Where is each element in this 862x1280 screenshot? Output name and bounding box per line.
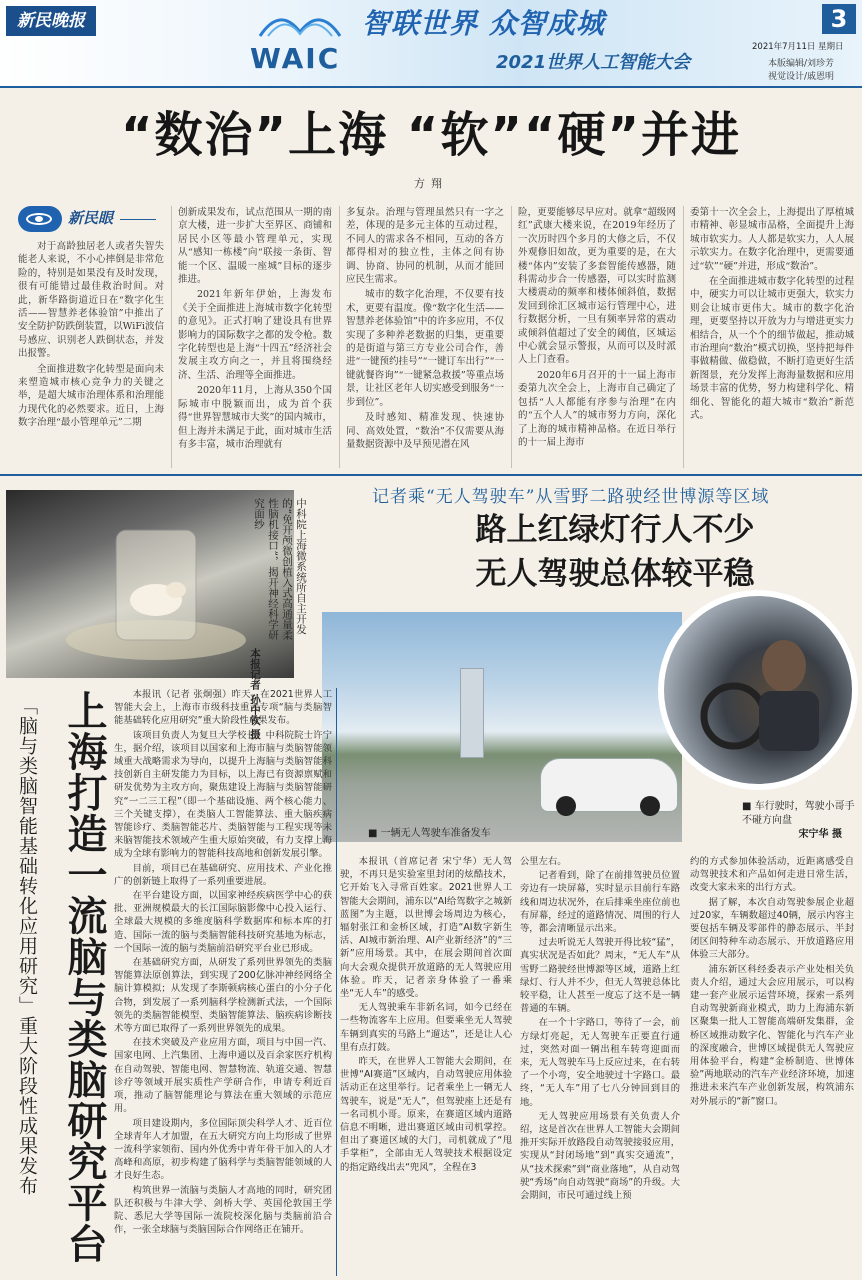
lead-headline: “数治”上海 “软”“硬”并进 [121, 107, 741, 163]
column-divider [171, 206, 172, 468]
driver-cabin-photo [658, 590, 858, 790]
badge-divider [120, 219, 156, 220]
paragraph: 本报讯（记者 张炯强）昨天，在2021世界人工智能大会上，上海市市级科技重大专项“脑与类脑智能基础转化应用研究”重大阶段性成果发布。 [114, 689, 332, 727]
street-photo-caption: ■ 一辆无人驾驶车准备发车 [368, 828, 491, 839]
newspaper-masthead: 新民晚报 [6, 6, 96, 36]
paragraph: 目前，项目已在基础研究、应用技术、产业化推广的创新链上取得了一系列重要进展。 [114, 862, 332, 887]
paragraph: 多复杂。治理与管理虽然只有一字之差，体现的是多元主体的互动过程，不同人的需求各不相同，互动的各方都得相对的独立性，主体之间有协调、协商、协同的机制，从而才能回应民生需求。 [346, 207, 504, 286]
editor-credits [768, 58, 834, 84]
lead-column-3 [346, 206, 504, 453]
lead-column-5 [690, 206, 854, 425]
lead-column-4 [518, 206, 676, 451]
designer-line: 视觉设计/戚恩明 [768, 72, 835, 82]
paragraph: 2020年11月，上海从350个国际城市中脱颖而出，成为首个获得“世界智慧城市大奖”的国内城市，但上海并未满足于此，面对城市生活有多丰富，城市治理就有 [178, 385, 332, 450]
paragraph: 2021年新年伊始，上海发布《关于全面推进上海城市数字化转型的意见》。正式打响了建设具有世界影响力的国际数字之都的发令枪。数字化转型也是上海“十四五”经济社会发展主攻方向之一，并且将围绕经济、生活、治理等全面推进。 [178, 289, 332, 381]
lead-column-1 [18, 240, 164, 432]
page-number: 3 [822, 4, 856, 34]
column-divider [339, 206, 340, 468]
wheel-icon [640, 796, 660, 816]
headline-line: 无人驾驶总体较平稳 [475, 556, 755, 592]
lead-column-2 [178, 206, 332, 453]
paragraph: 浦东新区科经委表示产业处相关负责人介绍，通过大会应用展示，可以构建一套产业展示运营环境，探索一系列自动驾驶新商业模式，助力上海浦东新区聚集一批人工智能高端研发集群，金桥区域推动数字化、智能化与汽车产业的深度融合，世博区域提供无人驾驶应用体验平台，构建“金桥制造、世博体验”两地联动的汽车产业经济环境，加速推进未来汽车产业创新发展，构筑浦东对外展示的“新”窗口。 [690, 963, 854, 1107]
autodrive-column-2 [520, 855, 680, 1203]
brain-headline-text: 上海打造一流脑与类脑研究平台 [61, 690, 107, 1264]
waic-logo-icon [250, 2, 350, 42]
paragraph: 构筑世界一流脑与类脑人才高地的同时，研究团队还积极与牛津大学、剑桥大学、英国伦敦国王学院、悉尼大学等国际一流院校深化脑与类脑前沿合作，一张全球脑与类脑国际合作网络正在铺开。 [114, 1184, 332, 1236]
waic-logo-text: WAIC [250, 42, 341, 75]
brain-subheadline [14, 696, 48, 1256]
rat-caption-text: 中科院上海微系统所自主开发的“免开颅微创植入式高通量柔性脑机接口”，揭开神经科学研究面纱 [253, 498, 307, 640]
paragraph: 无人驾驶应用场景有关负责人介绍，这是首次在世界人工智能大会期间推开实际开放路段自动驾驶接驳应用，实现从“封闭场地”到“真实交通流”，从“技术探索”到“商业落地”，从自动驾驶“秀场”向自动驾驶“商场”的升级。大会期间，市民可通过线上预 [520, 1110, 680, 1202]
paragraph: 过去听说无人驾驶开得比较“猛”，真实状况是否如此？周末，“无人车”从雪野二路驶经世博源等区域，道路上红绿灯、行人并不少，但无人驾驶总体比较平稳，让人甚至一度忘了这不是一辆普通的车辆。 [520, 937, 680, 1015]
paragraph: 委第十一次全会上，上海提出了厚植城市精神、彰显城市品格，全面提升上海城市软实力。人人都是软实力，人人展示软实力。在数字化治理中，更需要通过“软”“硬”并进，形成“数治”。 [690, 207, 854, 272]
paragraph: 记者看到，除了在前排驾驶员位置旁边有一块屏幕，实时显示目前行车路线和周边状况外，在后排乘坐座位前也有屏幕，经过的道路情况、周围的行人等，都会清晰显示出来。 [520, 870, 680, 935]
paragraph: 项目建设期内，多位国际顶尖科学人才、近百位全球青年人才加盟，在五大研究方向上均形成了世界一流科学家领衔、国内外优秀中青年骨干加入的人才高峰和高原，初步构建了脑科学与类脑智能领域的人才良好生态。 [114, 1117, 332, 1182]
autodrive-column-3 [690, 855, 854, 1109]
paragraph: 在平台建设方面，以国家神经疾病医学中心的获批、亚洲规模最大的长江国际脑影像中心投入运行、全球最大规模的多维度脑科学数据库和标本库的打造、国际一流的脑与类脑智能科技研究基地为标志，一个国际一流的脑与类脑前沿研究平台业已形成。 [114, 890, 332, 954]
headline-line: 路上红绿灯行人不少 [475, 512, 755, 548]
conference-name: 2021世界人工智能大会 [496, 52, 691, 73]
section-divider-vertical [336, 688, 337, 1276]
cabin-photographer: 宋宁华 摄 [798, 829, 842, 840]
steering-wheel-icon [664, 596, 852, 784]
paragraph: 险，更要能够尽早应对。就拿“超级网红”武康大楼来说，在2019年经历了一次历时四个多月的大修之后，不仅外观修旧如故，更为重要的是，在大楼“体内”安装了多套智能传感器，随科需动步合一传感器，可以实时监测大楼震动的频率和楼体倾斜值，数据发回到徐汇区城市运行管理中心，进行数据分析，一旦有频率异常的震动或倾斜值超过了安全的阈值，区城运中心就会显示警报，从而可以及时派人上门查看。 [518, 207, 676, 366]
cabin-photo-caption [742, 800, 862, 842]
cabin-caption-text: ■ 车行驶时，驾驶小哥手不碰方向盘 [742, 801, 855, 826]
brain-headline [56, 690, 116, 1274]
paragraph: 在技术突破及产业应用方面，项目与中国一汽、国家电网、上汽集团、上海申通以及百余家医疗机构在自动驾驶、智能电网、智慧物流、轨道交通、智慧诊疗等领域开展实质性产学研合作，申请专利近百项，推动了脑智能理论与算法在重大领域的示范应用。 [114, 1037, 332, 1115]
column-divider [511, 206, 512, 468]
paragraph: 全面推进数字化转型是面向未来塑造城市核心竞争力的关键之举，是超大城市治理体系和治理能力现代化的必然要求。近日，上海数字治理“最小管理单元”二期 [18, 363, 164, 429]
autodrive-kicker: 记者乘“无人驾驶车”从雪野二路驶经世博源等区域 [372, 487, 770, 507]
column-divider [683, 206, 684, 468]
lead-byline: 方翔 [414, 177, 448, 190]
rat-photo-caption [248, 498, 308, 740]
paragraph: 在全面推进城市数字化转型的过程中，硬实力可以让城市更强大，软实力则会让城市更伟大。城市的数字化治理，更要坚持以开放为力与增进更实力相结合，从一个个的细节做起，推动城市治理向“数治”模式切换，坚持把每件事做精做、做稳做，不断打造更好生活新图景，充分发挥上海海量数据和应用场景丰富的优势，努力构建科学化、精细化、智能化的超大城市“数治”新范式。 [690, 276, 854, 422]
rat-photographer: 本报记者 孙中钦 摄 [249, 648, 261, 740]
paragraph: 对于高龄独居老人或者失智失能老人来说，不小心摔倒是非常危险的，特别是如果没有及时发现，很有可能错过最佳救治时间。对此，新华路街道近日在“数字化生活——智慧养老体验馆”中推出了安全防护防跌倒装置，以WiFi波信号感应、识别老人跌倒状态，并发出报警。 [18, 241, 164, 360]
paragraph: 约的方式参加体验活动，近距离感受自动驾驶技术和产品如何走进日常生活，改变大家未来的出行方式。 [690, 856, 854, 894]
brain-subheadline-text: 「脑与类脑智能基础转化应用研究」重大阶段性成果发布 [16, 696, 38, 1196]
paragraph: 无人驾驶乘车非新名词，如今已经在一些物流客车上应用。但要乘坐无人驾驶车辆到真实的马路上“遛达”，还是让人心里有点打鼓。 [340, 1002, 512, 1053]
paragraph: 城市的数字化治理，不仅要有技术，更要有温度。像“数字化生活——智慧养老体验馆”中的许多应用，不仅实现了多种养老数据的归集，更重要的是街道与第三方专业公司合作，善进“一键预约挂号”“一键订车出行”“一键就餐咨询”“一键紧急救援”等重点场景，让社区老年人切实感受到服务“一步到位”。 [346, 289, 504, 408]
brain-article-body [114, 688, 332, 1237]
paragraph: 在基础研究方面，从研发了系列世界领先的类脑智能算法原创算法，到实现了200亿脉冲神经网络全脑计算模拟；从发现了李斯顿病核心蛋白的小分子化合物，到发展了一系列脑科学检测新式法，一个国际领先的类脑智能模型、类脑智能算法、脑疾病诊断技术等方面已取得了一系列世界领先的成果。 [114, 957, 332, 1035]
building-shape [460, 668, 484, 758]
section-divider [0, 474, 862, 476]
issue-date: 2021年7月11日 星期日 [752, 42, 844, 52]
eye-pupil-icon [35, 216, 43, 222]
column-badge: 新民眼 [68, 209, 114, 227]
paragraph: 昨天，在世界人工智能大会期间，在世博“AI赛道”区域内，自动驾驶应用体验活动正在这里举行。记者乘坐上一辆无人驾驶车，说是“无人”，但驾驶座上还是有一名司机小哥。原来，在赛道区域内道路信息不明晰，进出赛道区域由司机掌控。但出了赛道区域的大门，司机就成了“甩手掌柜”，全部由无人驾驶技术根据设定的指定路线出去“兜风”，全程在3 [340, 1056, 512, 1173]
autodrive-headline [370, 508, 860, 596]
wheel-icon [556, 796, 576, 816]
paragraph: 据了解，本次自动驾驶参展企业超过20家，车辆数超过40辆，展示内容主要包括车辆及零部件的静态展示、半封闭区间特种车动态展示、开放道路应用体验三大部分。 [690, 896, 854, 961]
conference-slogan: 智联世界 众智成城 [362, 7, 605, 40]
paragraph: 创新成果发布，试点范围从一期的南京大楼，进一步扩大至界区、商铺和居民小区等最小管理单元，实现从“感知一栋楼”向“联接一条街、智能一个区、温暖一座城”目标的逐步推进。 [178, 207, 332, 286]
paragraph: 该项目负责人为复旦大学校长、中科院院士许宁生，据介绍，该项目以国家和上海市脑与类脑智能领域重大战略需求为导向，以提升上海脑与类脑智能科技创新自主研发能力为目标，以上海已有资源禀赋和研发优势为主攻方向，聚焦建设上海脑与类脑智能研究“一二三工程”（即一个基础设施、两个核心能力、三个关键支撑），在类脑人工智能算法、重大脑疾病智能诊疗、类脑智能芯片、类脑智能与工程实现等未来脑智能技术领域产生重大原始突破，有力支撑上海成为全球有影响力的智能科技高地和创新发展引擎。 [114, 729, 332, 860]
paragraph: 及时感知、精准发现、快速协同、高效处置，“数治”不仅需要从海量数据资源中及早预见潜在风 [346, 412, 504, 450]
paragraph: 在一个十字路口，等待了一会，前方绿灯亮起，无人驾驶车正要直行通过，突然对面一辆出租车转弯迎面而来，无人驾驶车马上反应过来，在右转了一个小弯，安全地驶过十字路口。最终，“无人车”用了七八分钟回到目的地。 [520, 1017, 680, 1108]
paragraph: 本报讯（首席记者 宋宁华）无人驾驶，不再只是实验室里封闭的炫酷技术，它开始飞入寻常百姓家。2021世界人工智能大会期间，浦东以“AI给驾数字之城新蓝图”为主题，以世博会场周边为核心，辐射张江和金桥区域，打造“AI数字新生活、AI城市新治理、AI产业新经济”的“三新”应用场景。其中，在展会期间首次面向大会观众提供开放道路的无人驾驶应用体验。昨天，记者亲身体验了一番乘坐“无人车”的感受。 [340, 856, 512, 1000]
paragraph: 2020年6月召开的十一届上海市委第九次全会上，上海市自己确定了包括“人人都能有序参与治理”在内的“五个人人”的城市努力方向，深化了上海的城市精神品格。在近日举行的十一届上海市 [518, 369, 676, 448]
paragraph: 公里左右。 [520, 856, 567, 867]
editor-line: 本版编辑/刘珍芳 [768, 59, 835, 69]
autodrive-column-1 [340, 855, 512, 1175]
